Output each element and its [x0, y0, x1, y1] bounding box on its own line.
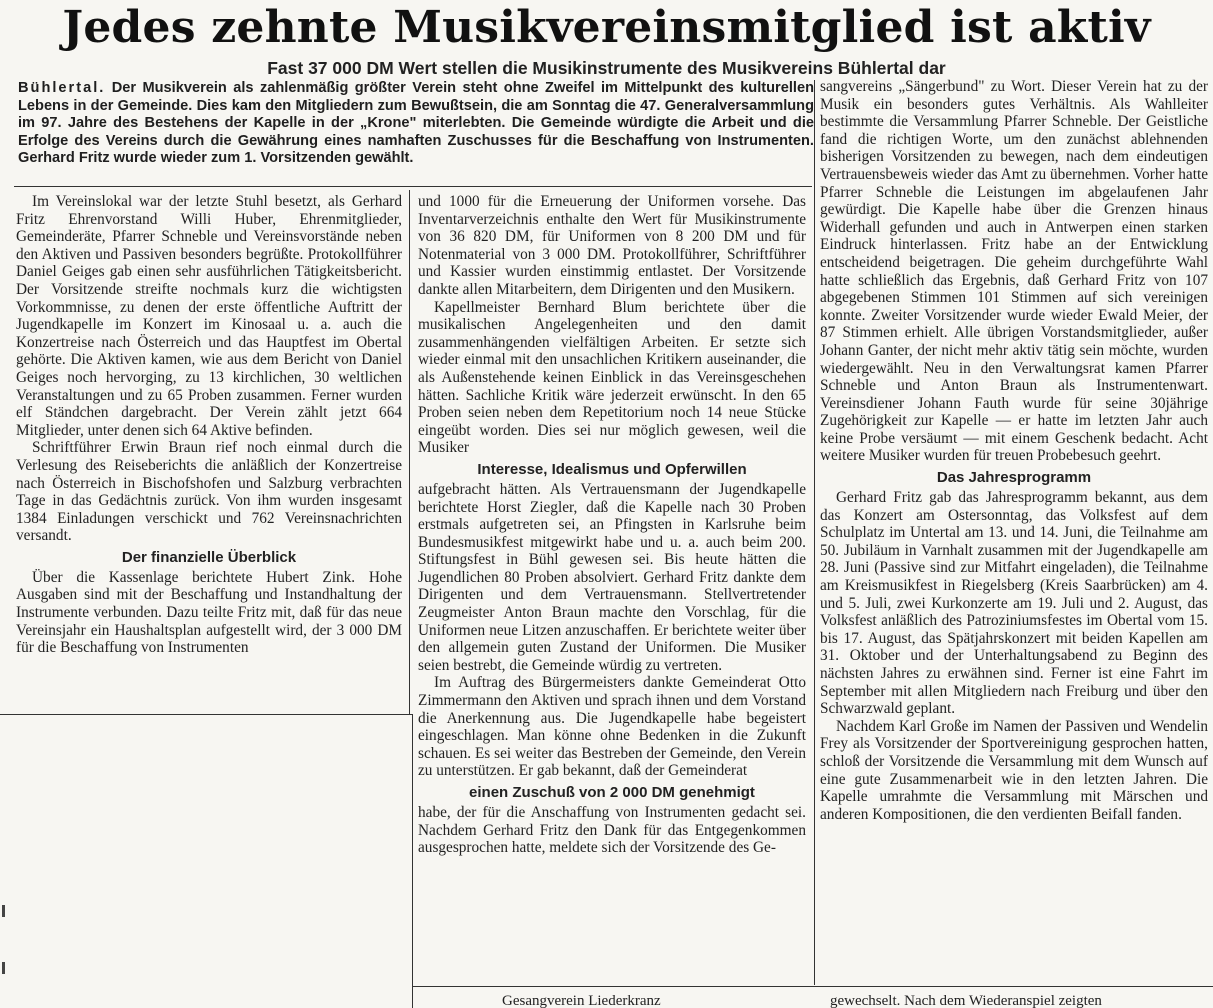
scan-margin-mark [2, 962, 5, 974]
headline: Jedes zehnte Musikvereinsmitglied ist aktiv [62, 2, 1151, 53]
paragraph: Im Auftrag des Bürgermeisters dankte Gemeinderat Otto Zimmermann den Aktiven und sprach ihnen und dem Vorstand die Anerkennung aus. Die Jugendkapelle habe begeistert eingeschlagen. Man könne ohne Bedenken in die Zukunft schauen. Es sei weiter das Bestreben der Gemeinde, den Verein zu unterstützen. Er gab bekannt, daß der Gemeinderat [418, 674, 806, 780]
paragraph: Nachdem Karl Große im Namen der Passiven und Wendelin Frey als Vorsitzender der Sportvereinigung gesprochen hatten, schloß der Vorsitzende die Versammlung mit dem Wunsch auf eine gute Zusammenarbeit wie in den letzten Jahren. Die Kapelle umrahmte die Versammlung mit Märschen und anderen Kompositionen, die den verdienten Beifall fanden. [820, 717, 1208, 823]
lead-divider [14, 186, 812, 187]
column-divider-1 [409, 190, 410, 714]
article-end-rule-left [0, 714, 412, 715]
section-heading: Interesse, Idealismus und Opferwillen [477, 460, 747, 478]
section-heading: einen Zuschuß von 2 000 DM genehmigt [469, 784, 755, 801]
paragraph: habe, der für die Anschaffung von Instrumenten gedacht sei. Nachdem Gerhard Fritz den Dank für das Entgegenkommen ausgesprochen hatte, meldete sich der Vorsitzende des Ge- [418, 804, 806, 857]
next-article-text-fragment: gewechselt. Nach dem Wiederanspiel zeigten [830, 994, 1102, 1008]
section-heading: Der finanzielle Überblick [121, 548, 297, 566]
section-heading: Das Jahresprogramm [936, 469, 1092, 487]
column-2 [418, 193, 806, 857]
paragraph: Über die Kassenlage berichtete Hubert Zink. Hohe Ausgaben sind mit der Beschaffung und Instandhaltung der Instrumente verbunden. Dazu teilte Fritz mit, daß für das neue Vereinsjahr ein Haushaltsplan aufgestellt wird, der 3 000 DM für die Beschaffung von Instrumenten [16, 568, 402, 657]
next-article-heading-fragment: Gesangverein Liederkranz [502, 994, 661, 1008]
column-divider-2 [412, 714, 413, 1008]
paragraph: Schriftführer Erwin Braun rief noch einmal durch die Verlesung des Reiseberichts die anläßlich der Konzertreise nach Österreich in Bischofshofen und Salzburg verbrachten Tage in das Gedächtnis zurück. Von ihm wurden insgesamt 1384 Einladungen verschickt und 762 Vereinsnachrichten versandt. [16, 439, 402, 545]
paragraph: aufgebracht hätten. Als Vertrauensmann der Jugendkapelle berichtete Horst Ziegler, daß die Kapelle nach 30 Proben erstmals aufgetreten sei, an Pfingsten in Karlsruhe beim Bundesmusikfest mitgewirkt habe und u. a. auch beim 200. Stiftungsfest in Bühl gewesen sei. Bis heute hätten die Jugendlichen 80 Proben absolviert. Gerhard Fritz dankte dem Dirigenten und dem Vertrauensmann. Stellvertretender Zeugmeister Anton Braun machte den Vorschlag, für die Uniformen neue Litzen anzuschaffen. Er berichtete weiter über den allgemein guten Zustand der Uniformen. Die Musiker seien bestrebt, die Gemeinde würdig zu vertreten. [418, 480, 806, 674]
dateline-place: Bühlertal. [18, 80, 106, 96]
column-1 [16, 193, 402, 657]
next-article-fragment [420, 994, 1213, 1008]
subheadline: Fast 37 000 DM Wert stellen die Musikinstrumente des Musikvereins Bühlertal dar [267, 58, 946, 78]
paragraph: sangvereins „Sängerbund" zu Wort. Dieser Verein hat zu der Musik ein besonders gutes Verhältnis. Als Wahlleiter bestimmte die Versammlung Pfarrer Schneble. Der Geistliche fand die richtigen Worte, um den zunächst ablehnenden bisherigen Vorsitzenden zu bewegen, nach dem eindeutigen Vertrauensbeweis wieder das Amt zu übernehmen. Vorher hatte Pfarrer Schneble die Leistungen im abgelaufenen Jahr gewürdigt. Die Kapelle habe über die Grenzen hinaus Widerhall gefunden und auch in Antwerpen einen starken Eindruck hinterlassen. Fritz habe an der Entwicklung entscheidend beigetragen. Die geheim durchgeführte Wahl hatte schließlich das Ergebnis, daß Gerhard Fritz von 107 abgegebenen Stimmen 101 Stimmen auf sich vereinigen konnte. Zweiter Vorsitzender wurde wieder Ewald Meier, der 87 Stimmen erhielt. Alle übrigen Vorstandsmitglieder, außer Johann Ganter, der nicht mehr aktiv tätig sein möchte, wurden wiedergewählt. Neu in den Verwaltungsrat kamen Pfarrer Schneble und Anton Braun als Instrumentenwart. Vereinsdiener Johann Fauth wurde für seine 30jährige Zugehörigkeit zur Kapelle — er hatte im letzten Jahr auch keine Probe versäumt — mit einem Geschenk bedacht. Acht weitere Musiker wurden für treuen Probebesuch geehrt. [820, 78, 1208, 465]
paragraph: Im Vereinslokal war der letzte Stuhl besetzt, als Gerhard Fritz Ehrenvorstand Willi Huber, Ehrenmitglieder, Gemeinderäte, Pfarrer Schneble und Vereinsvorstände neben den Aktiven und Passiven besonders begrüßte. Protokollführer Daniel Geiges gab einen sehr ausführlichen Tätigkeitsbericht. Der Vorsitzende streifte nochmals kurz die wichtigsten Vorkommnisse, zu denen der erste öffentliche Auftritt der Jugendkapelle im Konzert im Kinosaal u. a. auch die Konzertreise nach Österreich und das Hauptfest im Obertal gehörte. Die Aktiven kamen, wie aus dem Bericht von Daniel Geiges noch hervorging, zu 13 kirchlichen, 30 weltlichen Veranstaltungen und zu 65 Proben zusammen. Ferner wurden elf Ständchen dargebracht. Der Verein zählt jetzt 664 Mitglieder, unter denen sich 64 Aktive befinden. [16, 193, 402, 439]
scan-margin-mark [2, 905, 5, 917]
paragraph: Kapellmeister Bernhard Blum berichtete über die musikalischen Angelegenheiten und den damit zusammenhängenden vielfältigen Arbeiten. Er setzte sich wieder einmal mit den unsachlichen Kritikern auseinander, die als Außenstehende keinen Einblick in das Vereinsgeschehen hätten. Sachliche Kritik wäre jederzeit erwünscht. In den 65 Proben seien neben dem Repetitorium noch 14 neue Stücke eingeübt worden. Dies sei nur möglich gewesen, weil die Musiker [418, 298, 806, 457]
lead-paragraph [18, 80, 814, 168]
column-divider-3 [814, 80, 815, 985]
article-end-rule-right [412, 986, 1213, 987]
column-3 [820, 78, 1208, 823]
paragraph: Gerhard Fritz gab das Jahresprogramm bekannt, aus dem das Konzert am Ostersonntag, das Volksfest auf dem Schulplatz im Untertal am 13. und 14. Juni, die Teilnahme am 50. Jubiläum in Varnhalt zusammen mit der Jugendkapelle am 28. Juni (Passive sind zur Mitfahrt eingeladen), die Teilnahme am Kreismusikfest in Riegelsberg (Kreis Saarbrücken) am 4. und 5. Juli, zwei Kurkonzerte am 19. Juli und 2. August, das Volksfest anläßlich des Patroziniumsfestes im Obertal vom 15. bis 17. August, das Spätjahrskonzert mit beiden Kapellen am 31. Oktober und der Unterhaltungsabend zu Beginn des nächsten Jahres zu erwähnen sind. Ferner ist eine Fahrt im September mit allen Mitgliedern nach Freiburg und über den Schwarzwald geplant. [820, 489, 1208, 718]
lead-text: Der Musikverein als zahlenmäßig größter Verein steht ohne Zweifel im Mittelpunkt des kulturellen Lebens in der Gemeinde. Dies kam den Mitgliedern zum Bewußtsein, die am Sonntag die 47. Generalversammlung im 97. Jahre des Bestehens der Kapelle in der „Krone" miterlebten. Die Gemeinde würdigte die Arbeit und die Erfolge des Vereins durch die Gewährung eines namhaften Zuschusses für die Beschaffung von Instrumenten. Gerhard Fritz wurde wieder zum 1. Vorsitzenden gewählt. [18, 80, 814, 167]
paragraph: und 1000 für die Erneuerung der Uniformen vorsehe. Das Inventarverzeichnis enthalte den Wert für Musikinstrumente von 36 820 DM, für Uniformen von 8 200 DM und für Notenmaterial von 3 000 DM. Protokollführer, Schriftführer und Kassier wurden einstimmig entlastet. Der Vorsitzende dankte allen Mitarbeitern, dem Dirigenten und den Musikern. [418, 193, 806, 298]
